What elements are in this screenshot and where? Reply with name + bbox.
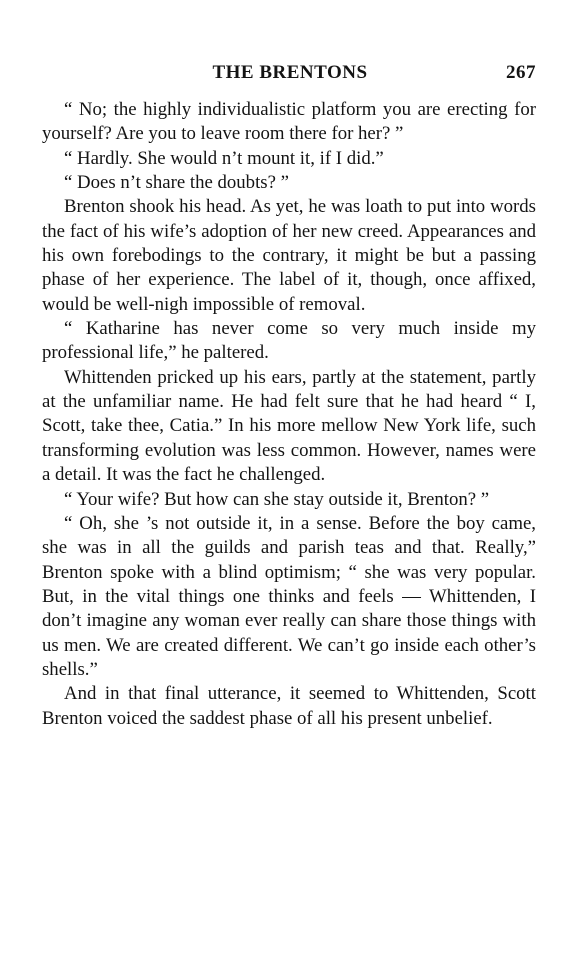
paragraph: “ Does n’t share the doubts? ” — [64, 172, 289, 194]
paragraph: “ No; the highly individualistic platform you are erecting for yourself? Are you to leave room there for her? ” — [42, 99, 536, 145]
paragraph: Brenton shook his head. As yet, he was loath to put into words the fact of his wife’s adoption of her new creed. Appearances and his own forebodings to the contrary, it might be but a passing phase of her experience. The label of it, though, once affixed, would be well-nigh impossible of removal. — [42, 196, 536, 315]
page-header — [42, 62, 538, 88]
paragraph: “ Your wife? But how can she stay outside it, Brenton? ” — [64, 488, 490, 510]
body-text — [42, 98, 536, 731]
paragraph: “ Katharine has never come so very much inside my professional life,” he paltered. — [42, 318, 536, 364]
paragraph: “ Hardly. She would n’t mount it, if I did.” — [64, 147, 384, 169]
running-title: THE BRENTONS — [212, 62, 368, 83]
paragraph: “ Oh, she ’s not outside it, in a sense. Before the boy came, she was in all the guilds and parish teas and that. Really,” Brenton spoke with a blind optimism; “ she was very popular. But, in the vital things one thinks and feels — Whittenden, I don’t imagine any woman ever really can share those things with us men. We are created different. We can’t go inside each other’s shells.” — [42, 512, 536, 680]
paragraph: Whittenden pricked up his ears, partly at the statement, partly at the unfamiliar name. He had felt sure that he had heard “ I, Scott, take thee, Catia.” In his more mellow New York life, such transforming evolution was less common. However, names were a detail. It was the fact he challenged. — [42, 366, 536, 486]
paragraph: And in that final utterance, it seemed to Whittenden, Scott Brenton voiced the saddest phase of all his present unbelief. — [42, 683, 536, 729]
page-number: 267 — [506, 62, 536, 83]
